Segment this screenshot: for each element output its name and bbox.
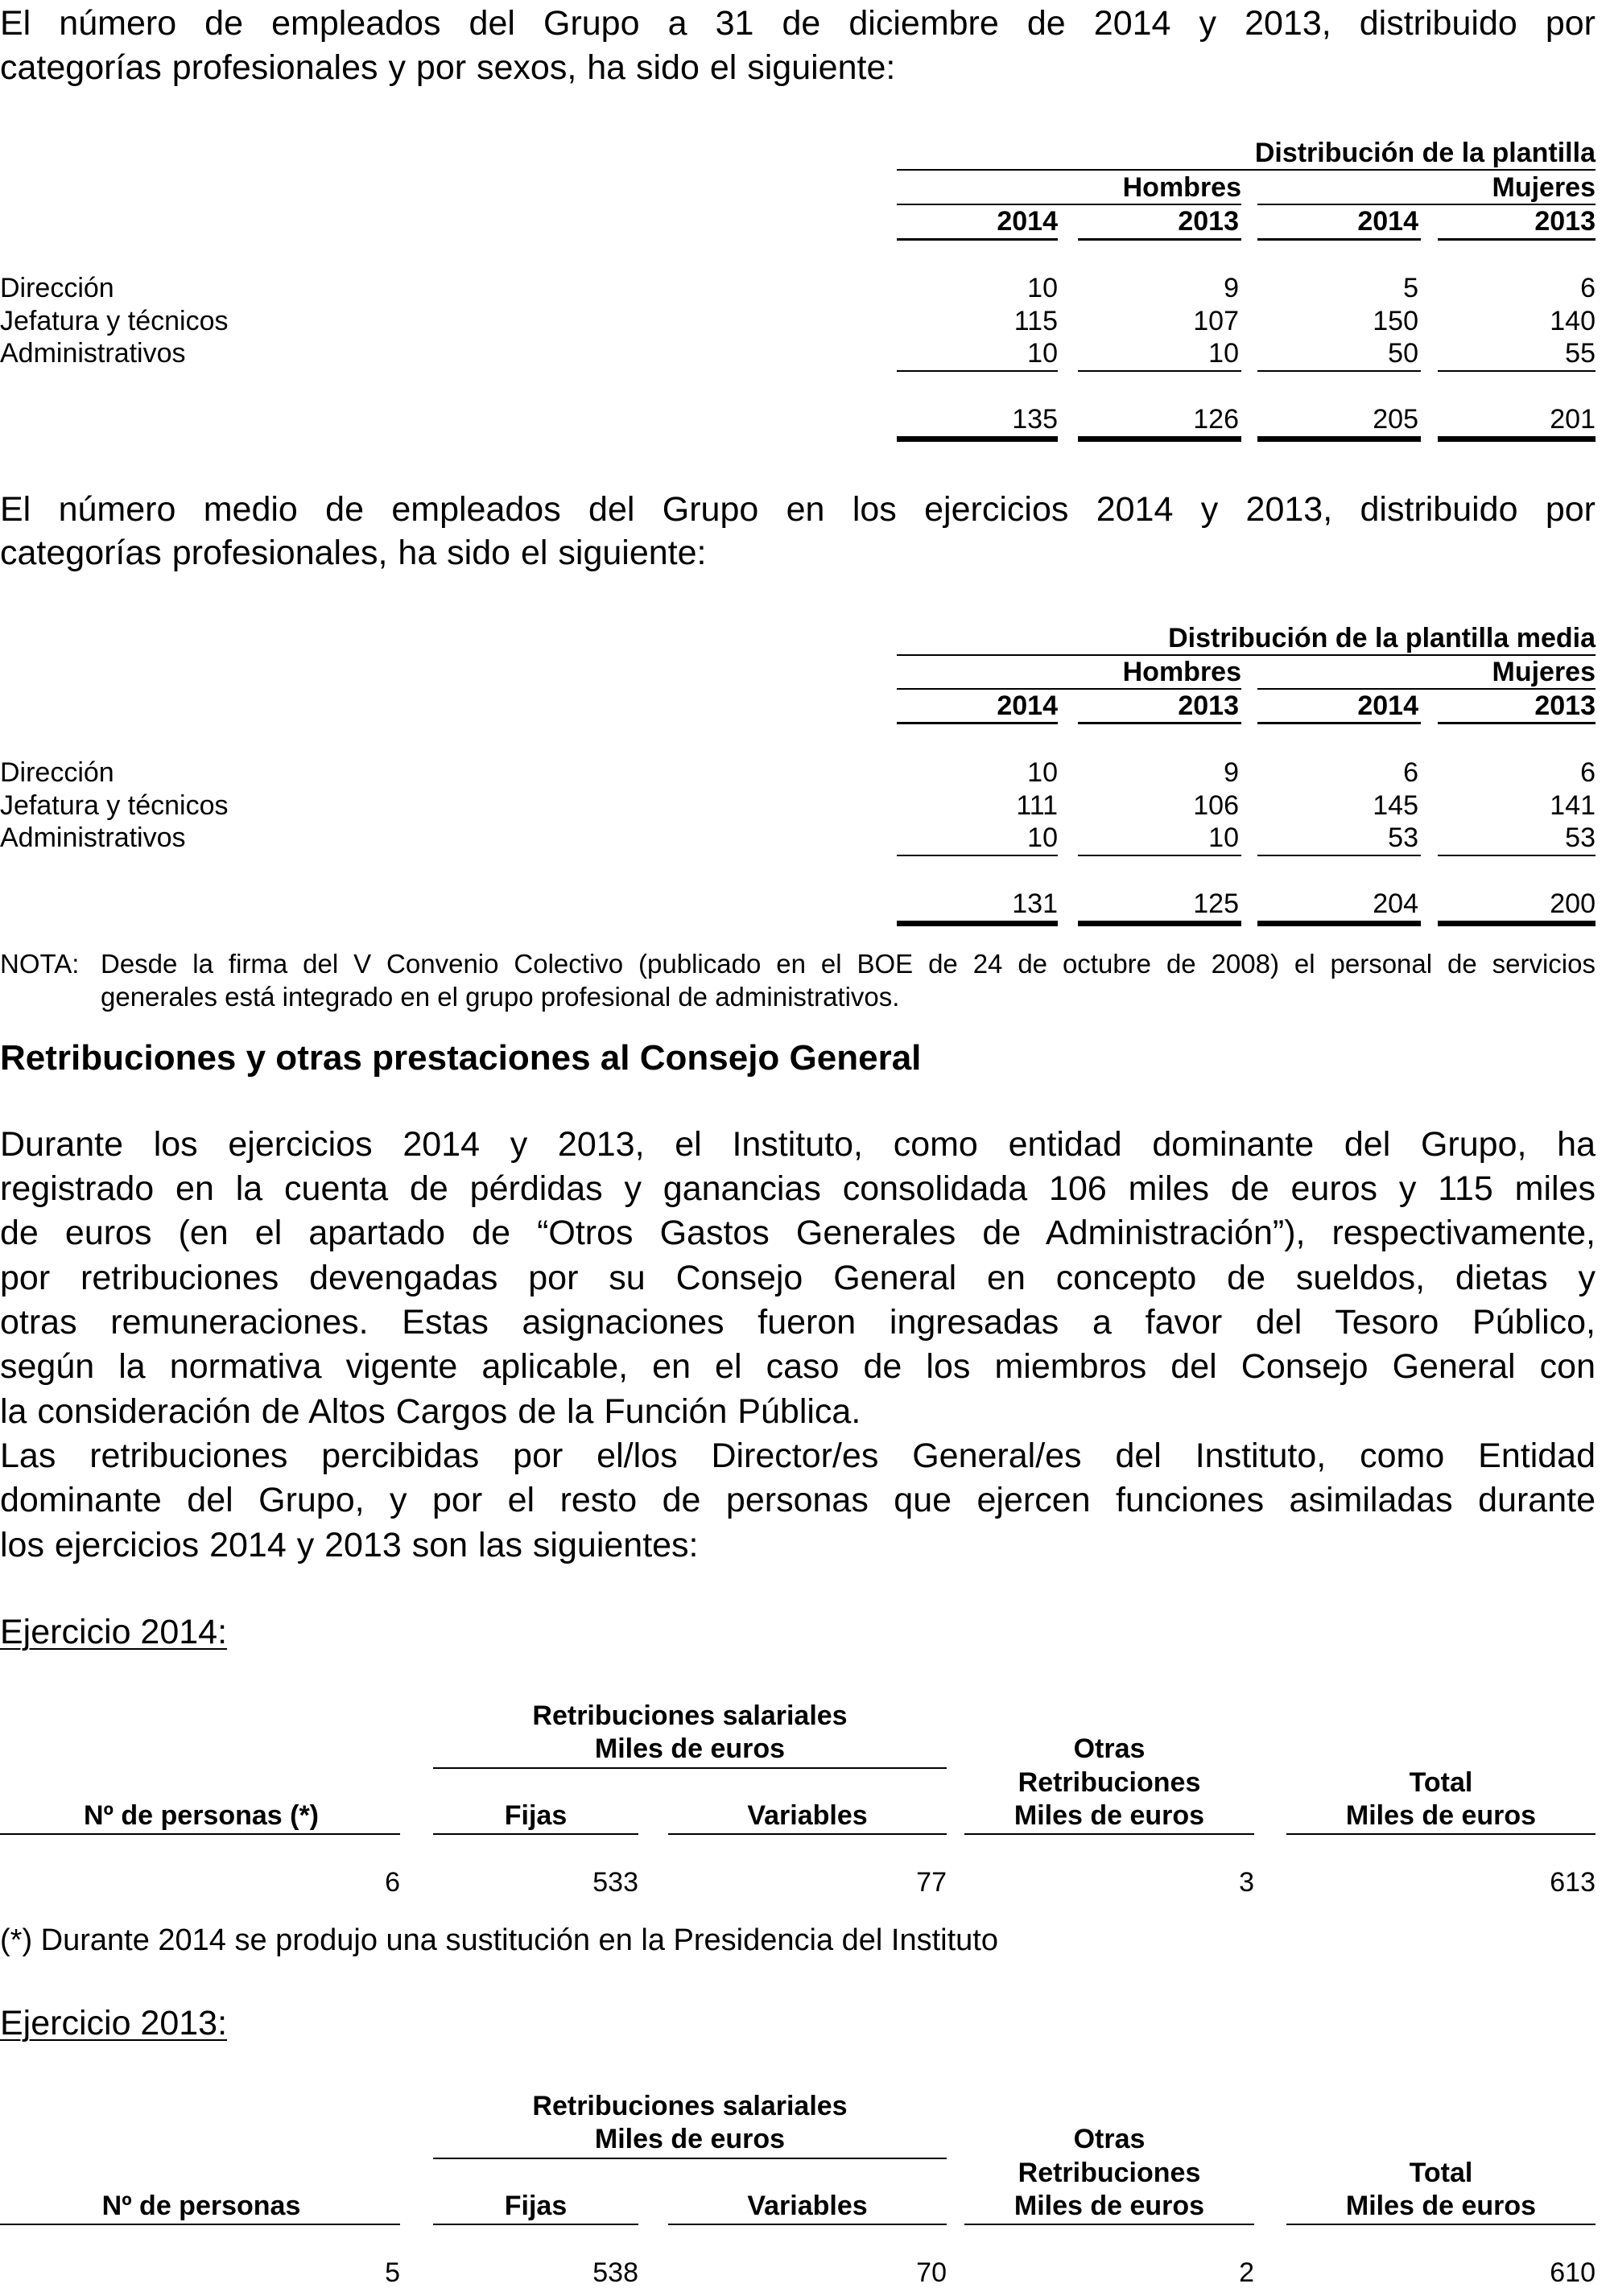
ej2014-value: 6 — [385, 1867, 400, 1898]
ej2014-group-label: Retribuciones salariales — [532, 1700, 848, 1731]
table1-row-label: Dirección — [0, 273, 114, 303]
ej2013-total-label: Total — [1409, 2158, 1473, 2188]
divider — [668, 1833, 947, 1835]
ej2014-group-label: Miles de euros — [594, 1733, 786, 1764]
ej2014-value: 533 — [592, 1867, 638, 1898]
ej2013-otras-label: Otras — [1073, 2124, 1146, 2154]
table2-cell: 53 — [1388, 822, 1418, 853]
intro1-line1: El número de empleados del Grupo a 31 de diciembre de 2014 y 2013, distribuido por — [0, 4, 1596, 43]
nota-line2: generales está integrado en el grupo profesional de administrativos. — [101, 982, 900, 1012]
table2-year: 2014 — [1357, 690, 1418, 721]
double-divider — [1078, 436, 1241, 442]
table1-cell: 150 — [1373, 306, 1418, 336]
intro2-line2: categorías profesionales, ha sido el siguiente: — [0, 534, 707, 572]
para3-line: Durante los ejercicios 2014 y 2013, el Instituto, como entidad dominante del Grupo, ha — [0, 1125, 1596, 1164]
ej2013-fijas-label: Fijas — [504, 2191, 568, 2221]
ej2013-value: 5 — [385, 2257, 400, 2288]
intro-paragraph-2 — [0, 488, 1596, 533]
ej2013-value: 610 — [1550, 2257, 1596, 2288]
intro-paragraph-1 — [0, 2, 1596, 47]
nota-line1-text: Desde la firma del V Convenio Colectivo (publicado en el BOE de 24 de octubre de 2008) el personal de servicios — [101, 949, 1596, 979]
double-divider — [1257, 436, 1421, 442]
ej2013-otras-label: Retribuciones — [1018, 2158, 1201, 2188]
table1-mujeres: Mujeres — [1492, 172, 1596, 203]
table1-cell: 50 — [1388, 338, 1418, 369]
ej2014-personas-label: Nº de personas (*) — [83, 1800, 320, 1831]
divider — [1257, 722, 1421, 724]
table2-cell: 111 — [1016, 790, 1058, 821]
table2-total: 200 — [1550, 888, 1596, 919]
table1-cell: 10 — [1208, 338, 1239, 369]
divider — [897, 169, 1596, 171]
divider — [964, 1833, 1254, 1835]
ej2013-variables-label: Variables — [747, 2191, 868, 2221]
intro1-line2: categorías profesionales y por sexos, ha sido el siguiente: — [0, 48, 896, 87]
table1-cell: 10 — [1027, 338, 1058, 369]
divider — [897, 855, 1058, 856]
double-divider — [1078, 921, 1241, 926]
para3-line: según la normativa vigente aplicable, en el caso de los miembros del Consejo General con — [0, 1347, 1596, 1386]
table1-year: 2013 — [1534, 206, 1596, 237]
ej2013-value: 538 — [592, 2257, 638, 2288]
table2-title: Distribución de la plantilla media — [1168, 623, 1596, 653]
divider — [897, 238, 1058, 241]
ej2014-otras-label: Miles de euros — [1013, 1800, 1205, 1831]
ej2014-value: 3 — [1239, 1867, 1254, 1898]
section-heading: Retribuciones y otras prestaciones al Consejo General — [0, 1038, 922, 1078]
divider — [1438, 855, 1596, 856]
table2-mujeres: Mujeres — [1492, 657, 1596, 687]
divider — [1286, 1833, 1596, 1835]
ej2014-total-label: Total — [1409, 1767, 1473, 1798]
double-divider — [1438, 436, 1596, 442]
ej2014-value: 77 — [916, 1867, 947, 1898]
divider — [1078, 370, 1241, 372]
divider — [897, 370, 1058, 372]
table2-year: 2013 — [1178, 690, 1239, 721]
table2-hombres: Hombres — [1122, 657, 1241, 687]
ej2013-total-label: Miles de euros — [1345, 2191, 1537, 2221]
double-divider — [1257, 921, 1421, 926]
divider — [1286, 2224, 1596, 2225]
divider — [1438, 722, 1596, 724]
table1-cell: 6 — [1580, 273, 1596, 303]
table1-year: 2014 — [1357, 206, 1418, 237]
divider — [1257, 855, 1421, 856]
divider — [1078, 238, 1241, 241]
double-divider — [1438, 921, 1596, 926]
nota-line1 — [101, 948, 1596, 980]
table1-cell: 5 — [1403, 273, 1418, 303]
divider — [433, 1833, 638, 1835]
ejercicio-2014-heading: Ejercicio 2014: — [0, 1613, 228, 1651]
divider — [0, 1833, 400, 1835]
table2-cell: 10 — [1208, 822, 1239, 853]
ej2014-otras-label: Retribuciones — [1018, 1767, 1201, 1798]
divider — [1078, 722, 1241, 724]
intro2-line1: El número medio de empleados del Grupo en los ejercicios 2014 y 2013, distribuido por — [0, 490, 1596, 529]
ej2014-value: 613 — [1550, 1867, 1596, 1898]
table1-cell: 10 — [1027, 273, 1058, 303]
double-divider — [897, 436, 1058, 442]
table2-cell: 6 — [1580, 757, 1596, 788]
double-divider — [897, 921, 1058, 926]
table1-year: 2014 — [997, 206, 1058, 237]
intro-paragraph-2-cont — [0, 531, 1596, 576]
divider — [1438, 370, 1596, 372]
table1-cell: 115 — [1013, 306, 1058, 336]
ej2013-otras-label: Miles de euros — [1013, 2191, 1205, 2221]
table2-year: 2014 — [997, 690, 1058, 721]
table2-total: 131 — [1012, 888, 1058, 919]
intro-paragraph-1-cont — [0, 46, 1596, 91]
table2-total: 125 — [1193, 888, 1239, 919]
para3-line: registrado en la cuenta de pérdidas y ganancias consolidada 106 miles de euros y 115 miles — [0, 1169, 1596, 1208]
ej2014-total-label: Miles de euros — [1345, 1800, 1537, 1831]
table1-total: 135 — [1012, 404, 1058, 435]
para3-line: otras remuneraciones. Estas asignaciones fueron ingresadas a favor del Tesoro Público, — [0, 1303, 1596, 1342]
table1-title: Distribución de la plantilla — [1254, 138, 1596, 168]
divider — [1257, 370, 1421, 372]
table2-cell: 141 — [1550, 790, 1596, 821]
table2-total: 204 — [1373, 888, 1418, 919]
table2-cell: 9 — [1224, 757, 1239, 788]
para4-line: los ejercicios 2014 y 2013 son las siguientes: — [0, 1526, 699, 1564]
table1-cell: 140 — [1550, 306, 1596, 336]
ej2014-fijas-label: Fijas — [504, 1800, 568, 1831]
divider — [433, 2224, 638, 2225]
divider — [433, 1767, 947, 1769]
table2-year: 2013 — [1534, 690, 1596, 721]
table1-total: 201 — [1550, 404, 1596, 435]
divider — [0, 2224, 400, 2225]
ej2014-footnote: (*) Durante 2014 se produjo una sustitución en la Presidencia del Instituto — [0, 1923, 998, 1957]
table2-cell: 10 — [1027, 822, 1058, 853]
ej2013-group-label: Miles de euros — [594, 2124, 786, 2154]
table1-row-label: Administrativos — [0, 338, 186, 369]
divider — [1257, 238, 1421, 241]
table2-cell: 10 — [1027, 757, 1058, 788]
table1-year: 2013 — [1178, 206, 1239, 237]
table2-cell: 53 — [1565, 822, 1596, 853]
nota-label: NOTA: — [0, 949, 80, 979]
divider — [964, 2224, 1254, 2225]
table1-total: 126 — [1193, 404, 1239, 435]
table1-total: 205 — [1373, 404, 1418, 435]
para4-line: dominante del Grupo, y por el resto de personas que ejercen funciones asimiladas durante — [0, 1481, 1596, 1519]
divider — [433, 2158, 947, 2159]
para3-line: por retribuciones devengadas por su Consejo General en concepto de sueldos, dietas y — [0, 1259, 1596, 1297]
ej2013-group-label: Retribuciones salariales — [532, 2091, 848, 2121]
divider — [1078, 855, 1241, 856]
divider — [668, 2224, 947, 2225]
table2-cell: 106 — [1193, 790, 1239, 821]
ej2014-otras-label: Otras — [1073, 1733, 1146, 1764]
table2-row-label: Dirección — [0, 757, 114, 788]
table1-hombres: Hombres — [1122, 172, 1241, 203]
table2-row-label: Jefatura y técnicos — [0, 790, 229, 821]
ej2013-value: 70 — [916, 2257, 947, 2288]
ej2014-variables-label: Variables — [747, 1800, 868, 1831]
divider — [897, 722, 1058, 724]
table2-row-label: Administrativos — [0, 822, 186, 853]
table1-row-label: Jefatura y técnicos — [0, 306, 229, 336]
table1-cell: 107 — [1193, 306, 1239, 336]
para4-line: Las retribuciones percibidas por el/los Director/es General/es del Instituto, como Entidad — [0, 1437, 1596, 1475]
para3-line: la consideración de Altos Cargos de la Función Pública. — [0, 1392, 861, 1431]
para3-line: de euros (en el apartado de “Otros Gastos Generales de Administración”), respectivamente, — [0, 1214, 1596, 1252]
ej2013-personas-label: Nº de personas — [101, 2191, 301, 2221]
table1-cell: 55 — [1565, 338, 1596, 369]
divider — [1438, 238, 1596, 241]
ej2013-value: 2 — [1239, 2257, 1254, 2288]
ejercicio-2013-heading: Ejercicio 2013: — [0, 2004, 228, 2042]
table1-cell: 9 — [1224, 273, 1239, 303]
table2-cell: 6 — [1403, 757, 1418, 788]
table2-cell: 145 — [1373, 790, 1418, 821]
